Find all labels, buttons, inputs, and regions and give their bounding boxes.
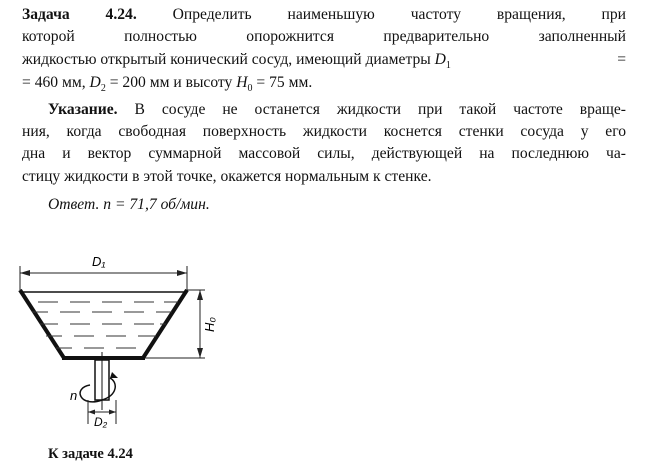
cone-vessel-figure [0,240,260,440]
d2-label: D₂ [94,415,108,429]
problem-line-2 [22,28,626,46]
line4-eq: = [22,74,31,91]
answer-line [48,196,646,214]
problem-line-4 [22,74,626,94]
problem-text-3: жидкостью открытый конический сосуд, имеющий диаметры [22,51,431,68]
rotation-arrowhead [110,372,118,378]
hint-line-3 [22,145,626,163]
hint-text-2: ния, когда свободная поверхность жидкости коснется стенки сосуда у его [22,123,626,140]
d1-eq: = [617,51,626,68]
d2-sub: 2 [100,83,106,95]
d1-arrow-right [177,270,187,276]
problem-label: Задача 4.24. [22,6,137,23]
problem-line-3 [22,51,626,71]
answer-text: n = 71,7 об/мин. [103,196,210,213]
hint-line-2 [22,123,626,141]
h0-arrow-bottom [197,348,203,358]
d2-value: = 200 мм и высоту [109,74,233,91]
hint-text-3: дна и вектор суммарной массовой силы, действующей на последнюю ча- [22,145,626,162]
d2-arrow-left [88,410,95,415]
h0-arrow-top [197,290,203,300]
d2-arrow-right [109,410,116,415]
figure-caption: К задаче 4.24 [48,446,133,462]
d1-label: D₁ [92,254,106,269]
h0-symbol: H [236,74,248,91]
d1-value: 460 мм, [34,74,86,91]
hint-text-1: В сосуде не останется жидкости при такой частоте враще- [134,101,627,118]
h0-value: = 75 мм. [256,74,313,91]
problem-text-1: Определить наименьшую частоту вращения, при [172,6,627,23]
d1-arrow-left [20,270,30,276]
d1-symbol: D [434,51,446,68]
hint-line-4 [22,168,626,186]
h0-sub: 0 [247,83,253,95]
d2-symbol: D [89,74,101,91]
hint-text-4: стицу жидкости в этой точке, окажется нормальным к стенке. [22,168,432,185]
hint-line-1 [48,101,626,119]
answer-label: Ответ. [48,196,100,213]
problem-text-2: которой полностью опорожнится предварительно заполненный [22,28,626,45]
problem-line-1 [22,6,626,24]
d1-sub: 1 [445,60,451,72]
n-label: n [70,388,78,403]
h0-label: H₀ [202,317,217,332]
hint-label: Указание. [48,101,118,118]
